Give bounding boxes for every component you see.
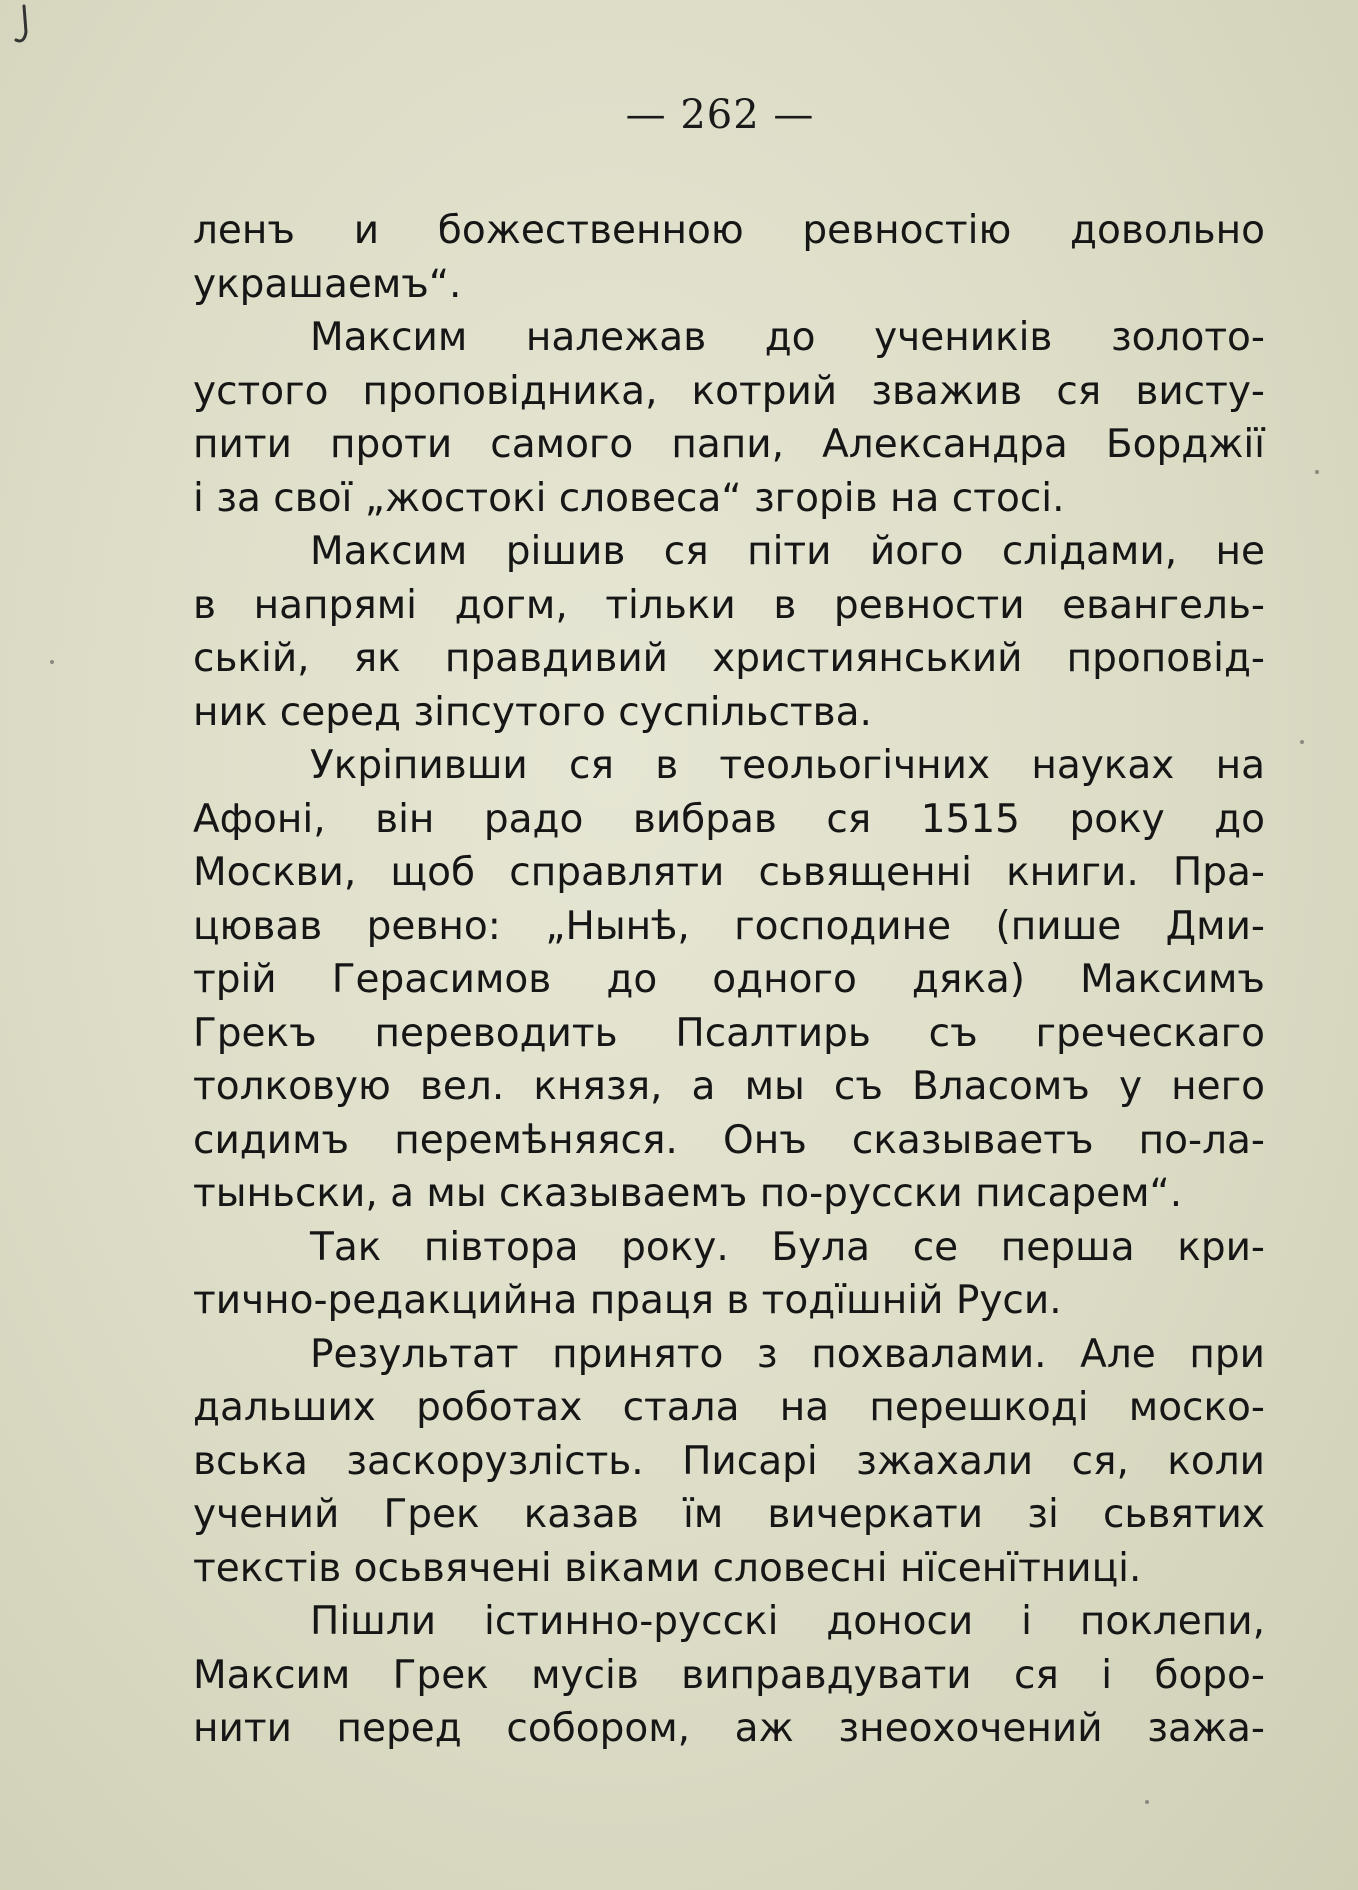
text-line: Максим рішив ся піти його слідами, не	[310, 529, 1265, 574]
text-line: Пішли істинно-русскі доноси і поклепи,	[310, 1599, 1265, 1644]
text-line: в напрямі догм, тільки в ревности евангель-	[193, 582, 1265, 628]
body-text	[193, 204, 1265, 1756]
text-line: Так півтора року. Була се перша кри-	[310, 1224, 1265, 1270]
text-line: Москви, щоб справляти сьвященні книги. Пра-	[193, 850, 1265, 895]
text-line: Афоні, він радо вибрав ся 1515 року до	[193, 796, 1265, 842]
text-line: вська заскорузлість. Писарі зжахали ся, коли	[193, 1438, 1265, 1484]
paper-speck	[1300, 740, 1304, 744]
pencil-mark	[10, 4, 50, 54]
text-line: Максим належав до учеників золото-	[310, 315, 1265, 360]
text-line: цював ревно: „Нынѣ, господине (пише Дми-	[193, 903, 1265, 949]
text-line: ник серед зіпсутого суспільства.	[193, 689, 872, 735]
text-line: тично-редакцийна праця в тодїшній Руси.	[193, 1278, 1062, 1323]
text-line: текстів осьвячені віками словесні нїсенїтниці.	[193, 1545, 1142, 1591]
text-line: тыньски, а мы сказываемъ по-русски писарем“.	[193, 1171, 1183, 1216]
paper-speck	[1315, 470, 1319, 474]
text-line: і за свої „жостокі словеса“ згорів на стосі.	[193, 475, 1065, 521]
text-line: толковую вел. князя, а мы съ Власомъ у него	[193, 1064, 1265, 1109]
text-line: нити перед собором, аж знеохочений зажа-	[193, 1706, 1265, 1751]
text-line: ській, як правдивий християнський проповід-	[193, 636, 1265, 681]
text-line: Грекъ переводить Псалтирь съ греческаго	[193, 1010, 1265, 1056]
text-line: украшаемъ“.	[193, 261, 462, 307]
text-line: ленъ и божественною ревностію довольно	[193, 208, 1265, 253]
paper-speck	[50, 660, 54, 664]
text-line: пити проти самого папи, Александра Борджії	[193, 422, 1265, 467]
paper-speck	[1145, 1800, 1149, 1804]
text-line: трій Герасимов до одного дяка) Максимъ	[193, 957, 1265, 1002]
text-line: Максим Грек мусів виправдувати ся і боро-	[193, 1652, 1265, 1698]
page-number: — 262 —	[625, 92, 815, 138]
text-line: дальших роботах стала на перешкоді моско-	[193, 1385, 1265, 1430]
text-line: Укріпивши ся в теольогічних науках на	[310, 743, 1265, 788]
text-line: сидимъ перемѣняяся. Онъ сказываетъ по-ла-	[193, 1117, 1265, 1163]
text-line: учений Грек казав їм вичеркати зі сьвятих	[193, 1492, 1265, 1537]
text-line: устого проповідника, котрий зважив ся висту-	[193, 368, 1265, 414]
text-line: Результат принято з похвалами. Але при	[310, 1331, 1265, 1377]
